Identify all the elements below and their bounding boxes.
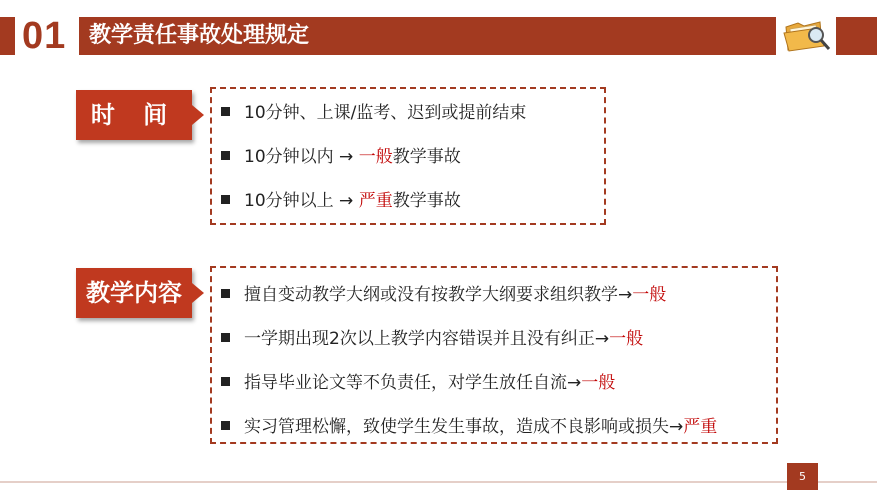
footer-divider [0,481,877,483]
severity-label: 严重 [358,191,393,211]
header-right-bar [836,17,877,55]
tag-arrow-icon [192,105,204,125]
severity-label: 严重 [683,417,718,437]
folder-magnifier-icon [780,17,834,55]
list-item: 一学期出现2次以上教学内容错误并且没有纠正→一般 [221,328,643,350]
severity-label: 一般 [632,285,667,305]
header-left-bar [0,17,15,55]
title-bar [79,17,776,55]
severity-label: 一般 [358,147,393,167]
severity-label: 一般 [609,329,644,349]
page-title: 教学责任事故处理规定 [89,23,310,48]
square-bullet-icon [221,107,230,116]
list-item: 10分钟以上 → 严重教学事故 [221,190,461,212]
severity-label: 一般 [581,373,616,393]
time-rules-box [210,87,606,225]
square-bullet-icon [221,421,230,430]
section-number: 01 [22,15,67,57]
list-item: 擅自变动教学大纲或没有按教学大纲要求组织教学→一般 [221,284,666,306]
content-tag [76,268,192,318]
time-tag [76,90,192,140]
list-item: 10分钟以内 → 一般教学事故 [221,146,461,168]
square-bullet-icon [221,151,230,160]
content-rules-box [210,266,778,444]
square-bullet-icon [221,377,230,386]
tag-arrow-icon [192,283,204,303]
square-bullet-icon [221,195,230,204]
list-item: 实习管理松懈，致使学生发生事故，造成不良影响或损失→严重 [221,416,717,438]
page-number: 5 [787,463,818,490]
time-tag-label: 时 间 [90,101,178,129]
content-tag-label: 教学内容 [86,279,182,307]
square-bullet-icon [221,333,230,342]
list-item: 指导毕业论文等不负责任，对学生放任自流→一般 [221,372,615,394]
square-bullet-icon [221,289,230,298]
list-item: 10分钟、上课/监考、迟到或提前结束 [221,102,526,124]
